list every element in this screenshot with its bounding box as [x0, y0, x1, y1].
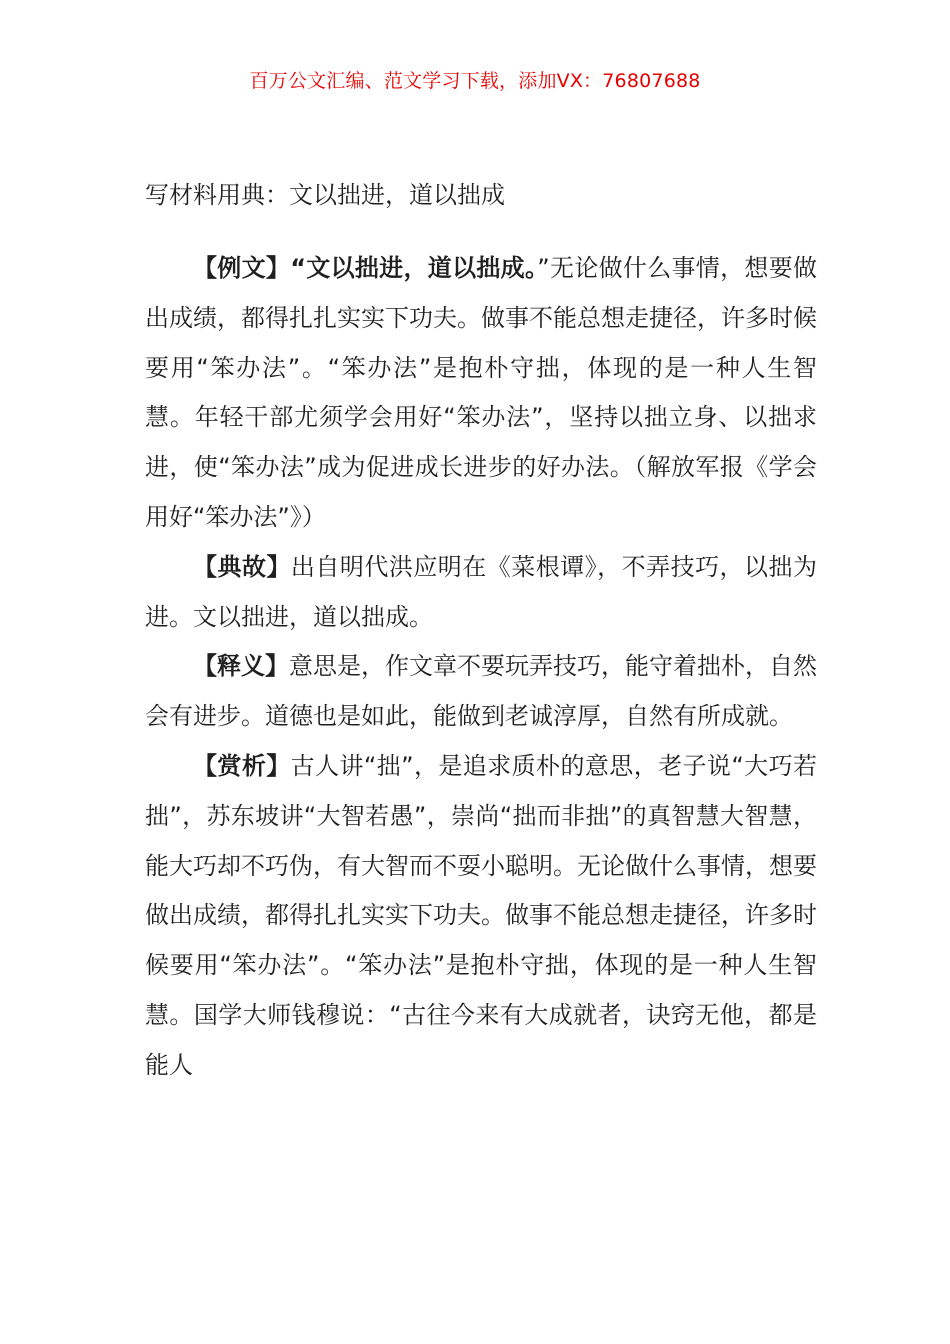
- paragraph-tag: 【例文】: [193, 254, 291, 282]
- paragraph-text: 古人讲“拙”，是追求质朴的意思，老子说“大巧若拙”，苏东坡讲“大智若愚”，崇尚“拙而非拙”的真智慧大智慧，能大巧却不巧伪，有大智而不耍小聪明。无论做什么事情，想要做出成绩，都得扎扎实实下功夫。做事不能总想走捷径，许多时候要用“笨办法”。“笨办法”是抱朴守拙，体现的是一种人生智慧。国学大师钱穆说：“古往今来有大成就者，诀窍无他，都是能人: [145, 751, 817, 1079]
- paragraph-text: ”无论做什么事情，想要做出成绩，都得扎扎实实下功夫。做事不能总想走捷径，许多时候要用“笨办法”。“笨办法”是抱朴守拙，体现的是一种人生智慧。年轻干部尤须学会用好“笨办法”，坚持以拙立身、以拙求进，使“笨办法”成为促进成长进步的好办法。（解放军报《学会用好“笨办法”》）: [145, 254, 818, 531]
- paragraph-text: 出自明代洪应明在《菜根谭》，不弄技巧，以拙为进。文以拙进，道以拙成。: [145, 552, 818, 631]
- paragraph-lead-quote: “文以拙进，道以拙成。: [290, 254, 538, 282]
- header-contact-note: 百万公文汇编、范文学习下载，添加VX：76807688: [249, 70, 701, 92]
- document-body: [145, 244, 817, 1091]
- paragraph-example: [145, 244, 817, 543]
- paragraph-tag: 【赏析】: [193, 751, 291, 780]
- paragraph-appreciation: [145, 742, 817, 1091]
- paragraph-tag: 【典故】: [193, 552, 291, 581]
- paragraph-text: 意思是，作文章不要玩弄技巧，能守着拙朴，自然会有进步。道德也是如此，能做到老诚淳厚，自然有所成就。: [145, 652, 817, 731]
- paragraph-tag: 【释义】: [193, 652, 289, 681]
- paragraph-allusion: [145, 543, 817, 643]
- paragraph-meaning: [145, 642, 817, 742]
- document-title: 写材料用典：文以拙进，道以拙成: [145, 181, 505, 209]
